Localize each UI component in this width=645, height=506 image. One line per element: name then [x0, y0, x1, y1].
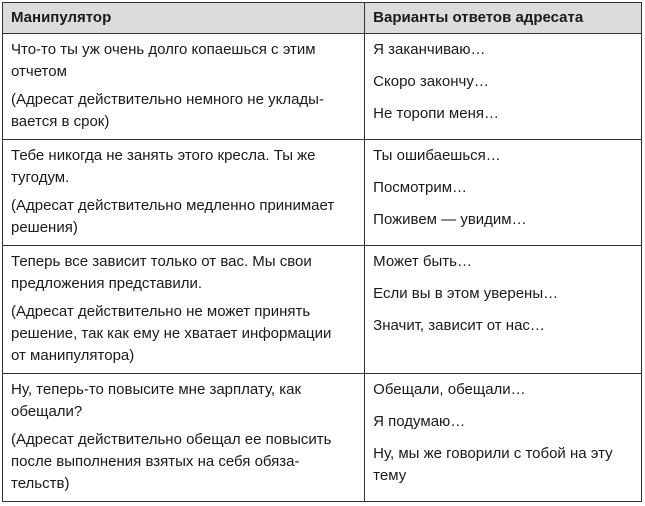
note-line: (Адресат действительно медленно принимает	[11, 197, 335, 214]
table-header-row	[3, 3, 642, 34]
manipulator-cell	[3, 34, 365, 140]
answer-option: Я подумаю…	[373, 413, 466, 430]
note-line: (Адресат действительно обещал ее повысить	[11, 431, 332, 448]
phrase-line: Тебе никогда не занять этого кресла. Ты же	[11, 147, 316, 164]
note-line: после выполнения взятых на себя обяза-	[11, 453, 300, 470]
phrase-line: предложения представили.	[11, 275, 203, 292]
manipulator-cell	[3, 140, 365, 246]
note-line: (Адресат действительно немного не уклады-	[11, 91, 324, 108]
answer-option: Скоро закончу…	[373, 73, 489, 90]
note-line: от манипулятора)	[11, 347, 135, 364]
phrase-line: тугодум.	[11, 169, 70, 186]
answers-cell	[365, 34, 642, 140]
manipulator-cell	[3, 246, 365, 374]
answer-option: Ну, мы же говорили с тобой на эту тему	[373, 445, 613, 484]
phrase-line: Ну, теперь-то повысите мне зарплату, как	[11, 381, 302, 398]
answer-option: Может быть…	[373, 253, 472, 270]
context-note	[11, 89, 356, 133]
answers-cell	[365, 140, 642, 246]
context-note	[11, 429, 356, 495]
header-manipulator: Манипулятор	[3, 3, 365, 34]
context-note	[11, 195, 356, 239]
note-line: решения)	[11, 219, 78, 236]
phrase-line: Что-то ты уж очень долго копаешься с этим	[11, 41, 316, 58]
answer-option: Не торопи меня…	[373, 105, 499, 122]
answer-option: Значит, зависит от нас…	[373, 317, 545, 334]
answer-option: Ты ошибаешься…	[373, 147, 501, 164]
table-row	[3, 140, 642, 246]
answer-option: Я заканчиваю…	[373, 41, 486, 58]
manipulator-cell	[3, 374, 365, 502]
table-row	[3, 34, 642, 140]
note-line: тельств)	[11, 475, 70, 492]
answers-cell	[365, 374, 642, 502]
header-answers: Варианты ответов адресата	[365, 3, 642, 34]
phrase-line: обещали?	[11, 403, 83, 420]
table-row	[3, 246, 642, 374]
note-line: решение, так как ему не хватает информации	[11, 325, 332, 342]
phrase-line: отчетом	[11, 63, 67, 80]
note-line: вается в срок)	[11, 113, 110, 130]
answer-option: Обещали, обещали…	[373, 381, 526, 398]
answer-option: Посмотрим…	[373, 179, 468, 196]
context-note	[11, 301, 356, 367]
note-line: (Адресат действительно не может принять	[11, 303, 311, 320]
answer-option: Если вы в этом уверены…	[373, 285, 559, 302]
answer-option: Поживем — увидим…	[373, 211, 527, 228]
answers-cell	[365, 246, 642, 374]
manipulation-table	[2, 2, 642, 502]
phrase-line: Теперь все зависит только от вас. Мы свои	[11, 253, 312, 270]
table-row	[3, 374, 642, 502]
